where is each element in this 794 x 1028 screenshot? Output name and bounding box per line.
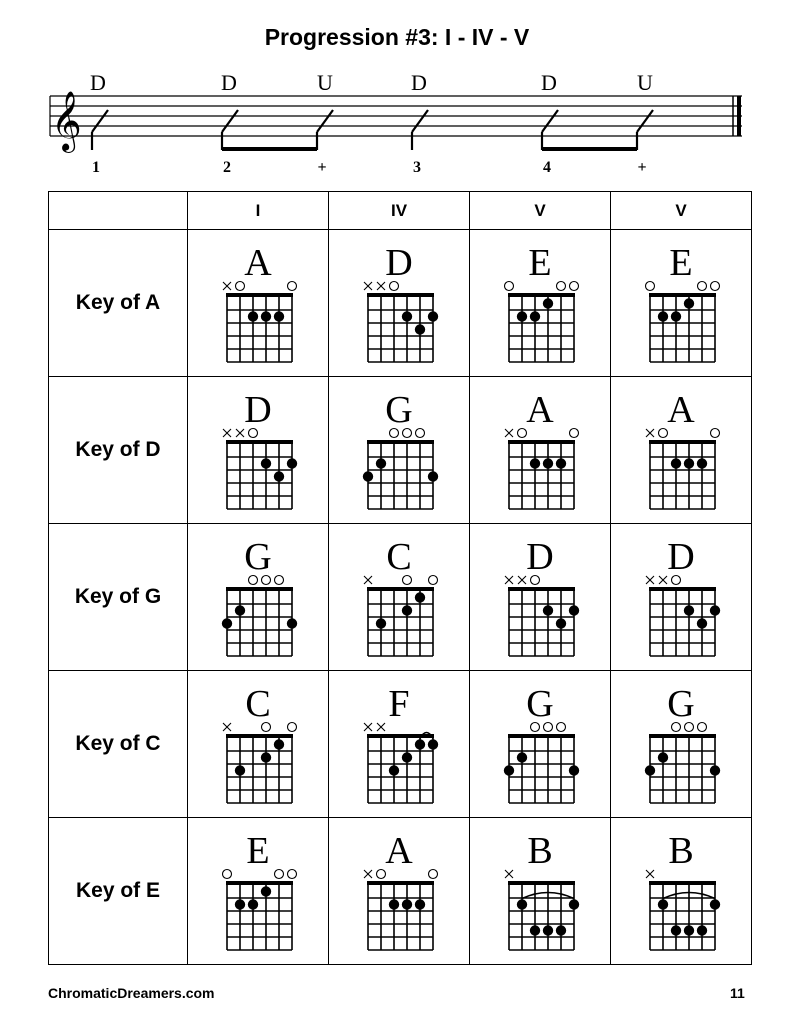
chord-diagram-svg <box>188 377 328 523</box>
chord-cell <box>188 230 329 377</box>
strum-stroke: D <box>411 70 427 95</box>
header-cell: V <box>470 192 611 230</box>
chord-name: G <box>526 683 554 725</box>
muted-string-marker <box>659 576 667 584</box>
open-string-marker <box>377 870 386 879</box>
finger-dot <box>556 925 566 935</box>
chord-nut <box>649 293 716 297</box>
finger-dot <box>684 605 694 615</box>
chord-name: E <box>246 830 270 872</box>
chord-diagram-svg <box>329 818 469 964</box>
chord-diagram-svg <box>188 671 328 817</box>
finger-dot <box>504 765 514 775</box>
chord-nut <box>226 440 293 444</box>
open-string-marker <box>505 282 514 291</box>
chord-diagram <box>611 818 751 964</box>
finger-dot <box>658 752 668 762</box>
chord-name: G <box>667 683 695 725</box>
chord-cell <box>188 818 329 965</box>
chord-name: D <box>667 536 695 578</box>
open-string-marker <box>698 723 707 732</box>
finger-dot <box>684 925 694 935</box>
chord-diagram <box>470 524 610 670</box>
finger-dot <box>415 739 425 749</box>
finger-dot <box>287 618 297 628</box>
chord-diagram <box>188 524 328 670</box>
finger-dot <box>376 458 386 468</box>
chord-diagram <box>611 230 751 376</box>
chord-nut <box>649 881 716 885</box>
chord-name: G <box>244 536 272 578</box>
finger-dot <box>543 925 553 935</box>
open-string-marker <box>275 576 284 585</box>
finger-dot <box>710 605 720 615</box>
strum-stroke: D <box>221 70 237 95</box>
chord-name: C <box>245 683 271 725</box>
chord-nut <box>649 734 716 738</box>
chord-nut <box>367 587 434 591</box>
chord-diagram-svg <box>188 524 328 670</box>
chord-nut <box>508 440 575 444</box>
chord-nut <box>226 587 293 591</box>
table-row <box>49 524 752 671</box>
finger-dot <box>415 324 425 334</box>
chord-name: E <box>528 242 552 284</box>
muted-string-marker <box>518 576 526 584</box>
finger-dot <box>415 899 425 909</box>
chord-diagram <box>329 524 469 670</box>
chord-diagram-svg <box>329 377 469 523</box>
open-string-marker <box>698 282 707 291</box>
open-string-marker <box>429 576 438 585</box>
open-string-marker <box>557 723 566 732</box>
finger-dot <box>517 311 527 321</box>
chord-diagram <box>329 818 469 964</box>
strum-stroke: D <box>541 70 557 95</box>
muted-string-marker <box>364 576 372 584</box>
chord-nut <box>649 587 716 591</box>
open-string-marker <box>416 429 425 438</box>
row-label: Key of C <box>49 671 188 818</box>
finger-dot <box>415 592 425 602</box>
chord-nut <box>226 293 293 297</box>
chord-cell <box>611 818 752 965</box>
row-label: Key of A <box>49 230 188 377</box>
finger-dot <box>684 298 694 308</box>
chord-cell <box>611 377 752 524</box>
finger-dot <box>428 311 438 321</box>
finger-dot <box>671 458 681 468</box>
finger-dot <box>658 899 668 909</box>
table-row <box>49 818 752 965</box>
finger-dot <box>274 471 284 481</box>
finger-dot <box>645 765 655 775</box>
finger-dot <box>389 899 399 909</box>
finger-dot <box>248 899 258 909</box>
beat-count: 3 <box>413 159 421 176</box>
finger-dot <box>274 739 284 749</box>
chord-diagram <box>470 671 610 817</box>
open-string-marker <box>429 870 438 879</box>
muted-string-marker <box>505 870 513 878</box>
finger-dot <box>543 605 553 615</box>
table-header-row <box>49 192 752 230</box>
open-string-marker <box>557 282 566 291</box>
chord-diagram-svg <box>470 230 610 376</box>
chord-cell <box>188 377 329 524</box>
open-string-marker <box>288 870 297 879</box>
chord-cell <box>329 671 470 818</box>
chord-diagram <box>188 377 328 523</box>
finger-dot <box>402 752 412 762</box>
chord-name: G <box>385 389 413 431</box>
chord-nut <box>226 881 293 885</box>
chord-cell <box>329 524 470 671</box>
finger-dot <box>569 765 579 775</box>
chord-diagram <box>470 230 610 376</box>
chord-diagram-svg <box>611 671 751 817</box>
open-string-marker <box>275 870 284 879</box>
chord-nut <box>508 587 575 591</box>
finger-dot <box>274 311 284 321</box>
chord-name: A <box>244 242 272 284</box>
open-string-marker <box>711 282 720 291</box>
chord-cell <box>470 230 611 377</box>
chord-name: A <box>667 389 695 431</box>
muted-string-marker <box>364 723 372 731</box>
muted-string-marker <box>377 282 385 290</box>
chord-diagram <box>329 230 469 376</box>
chord-diagram <box>611 524 751 670</box>
muted-string-marker <box>223 282 231 290</box>
row-label: Key of D <box>49 377 188 524</box>
chord-diagram-svg <box>329 524 469 670</box>
muted-string-marker <box>646 429 654 437</box>
finger-dot <box>222 618 232 628</box>
table-row <box>49 671 752 818</box>
chord-nut <box>367 440 434 444</box>
chord-cell <box>188 671 329 818</box>
chord-nut <box>226 734 293 738</box>
chord-nut <box>508 293 575 297</box>
chord-diagram-svg <box>470 671 610 817</box>
chord-diagram-svg <box>329 230 469 376</box>
chord-name: D <box>244 389 272 431</box>
chord-diagram <box>611 377 751 523</box>
chord-nut <box>367 734 434 738</box>
chord-diagram <box>470 818 610 964</box>
chord-diagram-svg <box>188 230 328 376</box>
chord-name: D <box>385 242 413 284</box>
finger-dot <box>710 765 720 775</box>
chord-diagram-svg <box>470 818 610 964</box>
footer-site: ChromaticDreamers.com <box>48 985 215 1001</box>
chord-diagram-svg <box>611 524 751 670</box>
header-cell: I <box>188 192 329 230</box>
finger-dot <box>428 471 438 481</box>
finger-dot <box>402 605 412 615</box>
chord-diagram <box>470 377 610 523</box>
chord-cell <box>470 671 611 818</box>
chord-name: B <box>527 830 553 872</box>
finger-dot <box>287 458 297 468</box>
open-string-marker <box>236 282 245 291</box>
chord-diagram-svg <box>188 818 328 964</box>
finger-dot <box>530 458 540 468</box>
chord-diagram-svg <box>470 524 610 670</box>
finger-dot <box>697 458 707 468</box>
header-cell: V <box>611 192 752 230</box>
chord-cell <box>470 377 611 524</box>
chord-diagram <box>188 230 328 376</box>
muted-string-marker <box>505 429 513 437</box>
finger-dot <box>556 618 566 628</box>
row-label: Key of G <box>49 524 188 671</box>
chord-diagram <box>329 671 469 817</box>
open-string-marker <box>711 429 720 438</box>
finger-dot <box>658 311 668 321</box>
chord-cell <box>611 230 752 377</box>
chord-cell <box>188 524 329 671</box>
chord-name: B <box>668 830 694 872</box>
finger-dot <box>697 618 707 628</box>
chord-nut <box>508 734 575 738</box>
finger-dot <box>543 458 553 468</box>
header-cell: IV <box>329 192 470 230</box>
chord-nut <box>367 881 434 885</box>
finger-dot <box>530 311 540 321</box>
finger-dot <box>569 605 579 615</box>
chord-nut <box>649 440 716 444</box>
muted-string-marker <box>377 723 385 731</box>
finger-dot <box>261 886 271 896</box>
page-title: Progression #3: I - IV - V <box>264 24 530 50</box>
beat-count: 2 <box>223 159 231 176</box>
header-cell-empty <box>49 192 188 230</box>
muted-string-marker <box>646 870 654 878</box>
open-string-marker <box>659 429 668 438</box>
finger-dot <box>402 899 412 909</box>
chord-name: D <box>526 536 554 578</box>
strum-stroke: D <box>90 70 106 95</box>
strum-stroke: U <box>637 70 653 95</box>
finger-dot <box>428 739 438 749</box>
chord-table <box>48 191 752 965</box>
finger-dot <box>697 925 707 935</box>
finger-dot <box>530 925 540 935</box>
chord-nut <box>508 881 575 885</box>
muted-string-marker <box>236 429 244 437</box>
muted-string-marker <box>364 870 372 878</box>
chord-diagram-svg <box>470 377 610 523</box>
chord-diagram-svg <box>611 230 751 376</box>
beat-count: + <box>637 159 647 176</box>
chord-cell <box>470 524 611 671</box>
open-string-marker <box>288 282 297 291</box>
finger-dot <box>235 899 245 909</box>
chord-diagram <box>188 818 328 964</box>
chord-cell <box>611 671 752 818</box>
open-string-marker <box>570 282 579 291</box>
chord-cell <box>329 818 470 965</box>
chord-diagram <box>329 377 469 523</box>
chord-diagram <box>188 671 328 817</box>
finger-dot <box>248 311 258 321</box>
chord-name: F <box>388 683 410 725</box>
finger-dot <box>235 765 245 775</box>
open-string-marker <box>570 429 579 438</box>
beat-count: + <box>317 159 327 176</box>
finger-dot <box>389 765 399 775</box>
chord-diagram-svg <box>329 671 469 817</box>
treble-clef-icon: 𝄞 <box>51 91 82 151</box>
finger-dot <box>402 311 412 321</box>
finger-dot <box>261 752 271 762</box>
open-string-marker <box>518 429 527 438</box>
staff-svg <box>40 60 754 186</box>
chord-name: A <box>385 830 413 872</box>
chord-cell <box>611 524 752 671</box>
chord-diagram <box>611 671 751 817</box>
chord-name: A <box>526 389 554 431</box>
strum-pattern-staff <box>40 60 754 186</box>
beat-count: 1 <box>92 159 100 176</box>
finger-dot <box>543 298 553 308</box>
finger-dot <box>363 471 373 481</box>
table-row <box>49 230 752 377</box>
finger-dot <box>684 458 694 468</box>
finger-dot <box>517 899 527 909</box>
finger-dot <box>517 752 527 762</box>
chord-name: E <box>669 242 693 284</box>
finger-dot <box>671 311 681 321</box>
open-string-marker <box>646 282 655 291</box>
muted-string-marker <box>505 576 513 584</box>
muted-string-marker <box>223 723 231 731</box>
chord-diagram-svg <box>611 818 751 964</box>
finger-dot <box>376 618 386 628</box>
table-row <box>49 377 752 524</box>
chord-nut <box>367 293 434 297</box>
chord-diagram-svg <box>611 377 751 523</box>
muted-string-marker <box>646 576 654 584</box>
muted-string-marker <box>364 282 372 290</box>
open-string-marker <box>223 870 232 879</box>
finger-dot <box>710 899 720 909</box>
beat-count: 4 <box>543 159 551 176</box>
muted-string-marker <box>223 429 231 437</box>
finger-dot <box>235 605 245 615</box>
row-label: Key of E <box>49 818 188 965</box>
open-string-marker <box>288 723 297 732</box>
finger-dot <box>261 458 271 468</box>
strum-stroke: U <box>317 70 333 95</box>
finger-dot <box>556 458 566 468</box>
chord-cell <box>329 230 470 377</box>
finger-dot <box>261 311 271 321</box>
chord-name: C <box>386 536 412 578</box>
finger-dot <box>569 899 579 909</box>
chord-cell <box>470 818 611 965</box>
chord-cell <box>329 377 470 524</box>
footer-page-number: 11 <box>730 985 745 1001</box>
finger-dot <box>671 925 681 935</box>
